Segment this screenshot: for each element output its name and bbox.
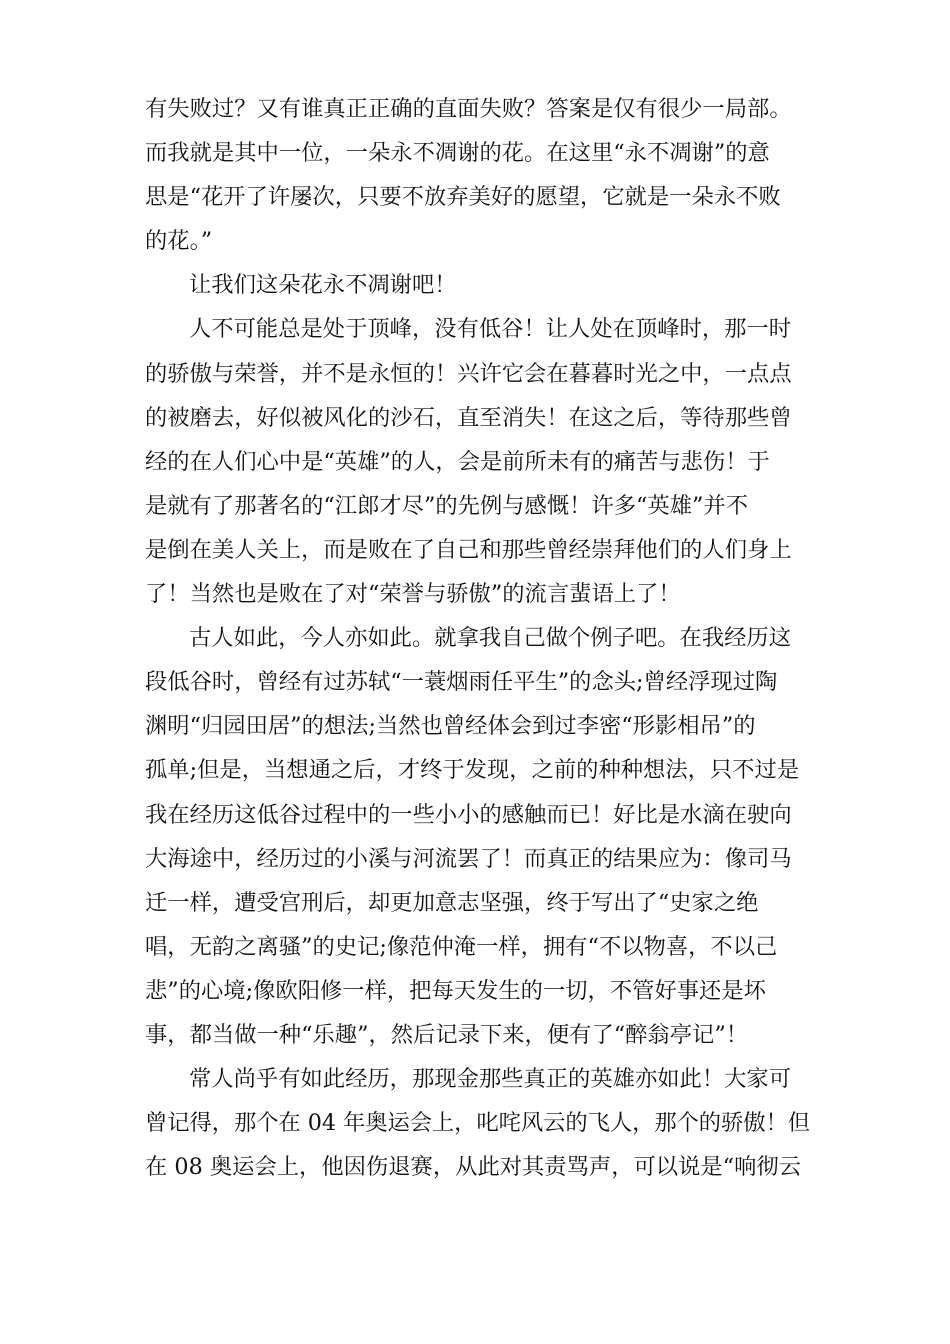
text-line: 迁一样，遭受宫刑后，却更加意志坚强，终于写出了“史家之绝 (145, 889, 759, 916)
text-line: 唱，无韵之离骚”的史记;像范仲淹一样，拥有“不以物喜，不以己 (145, 933, 778, 960)
text-line: 我在经历这低谷过程中的一些小小的感触而已！好比是水滴在驶向 (145, 801, 792, 828)
text-line: 常人尚乎有如此经历，那现金那些真正的英雄亦如此！大家可 (189, 1066, 792, 1093)
text-line: 是倒在美人关上，而是败在了自己和那些曾经崇拜他们的人们身上 (145, 536, 792, 563)
text-line: 渊明“归园田居”的想法;当然也曾经体会到过李密“形影相吊”的 (145, 713, 756, 740)
text-line: 而我就是其中一位，一朵永不凋谢的花。在这里“永不凋谢”的意 (145, 140, 770, 167)
text-line: 是就有了那著名的“江郎才尽”的先例与感慨！许多“英雄”并不 (145, 492, 749, 519)
text-line: 事，都当做一种“乐趣”，然后记录下来，便有了“醉翁亭记”！ (145, 1021, 749, 1048)
text-line: 的骄傲与荣誉，并不是永恒的！兴许它会在暮暮时光之中，一点点 (145, 360, 792, 387)
text-line: 在 08 奥运会上，他因伤退赛，从此对其责骂声，可以说是“响彻云 (145, 1154, 801, 1181)
text-line: 大海途中，经历过的小溪与河流罢了！而真正的结果应为：像司马 (145, 845, 792, 872)
text-line: 让我们这朵花永不凋谢吧！ (189, 272, 457, 299)
text-line: 的花。” (145, 228, 213, 255)
text-line: 经的在人们心中是“英雄”的人，会是前所未有的痛苦与悲伤！于 (145, 448, 770, 475)
text-line: 段低谷时，曾经有过苏轼“一蓑烟雨任平生”的念头;曾经浮现过陶 (145, 669, 778, 696)
text-line: 人不可能总是处于顶峰，没有低谷！让人处在顶峰时，那一时 (189, 316, 792, 343)
text-line: 曾记得，那个在 04 年奥运会上，叱咤风云的飞人，那个的骄傲！但 (145, 1110, 810, 1137)
document-body (145, 87, 810, 1189)
text-line: 有失败过？又有谁真正正确的直面失败？答案是仅有很少一局部。 (145, 96, 792, 122)
text-line: 的被磨去，好似被风化的沙石，直至消失！在这之后，等待那些曾 (145, 404, 792, 431)
text-line: 古人如此，今人亦如此。就拿我自己做个例子吧。在我经历这 (189, 625, 792, 652)
text-line: 思是“花开了许屡次，只要不放弃美好的愿望，它就是一朵永不败 (145, 184, 781, 211)
text-line: 孤单;但是，当想通之后，才终于发现，之前的种种想法，只不过是 (145, 757, 800, 784)
text-line: 悲”的心境;像欧阳修一样，把每天发生的一切，不管好事还是坏 (145, 977, 766, 1004)
text-line: 了！当然也是败在了对“荣誉与骄傲”的流言蜚语上了！ (145, 581, 681, 608)
